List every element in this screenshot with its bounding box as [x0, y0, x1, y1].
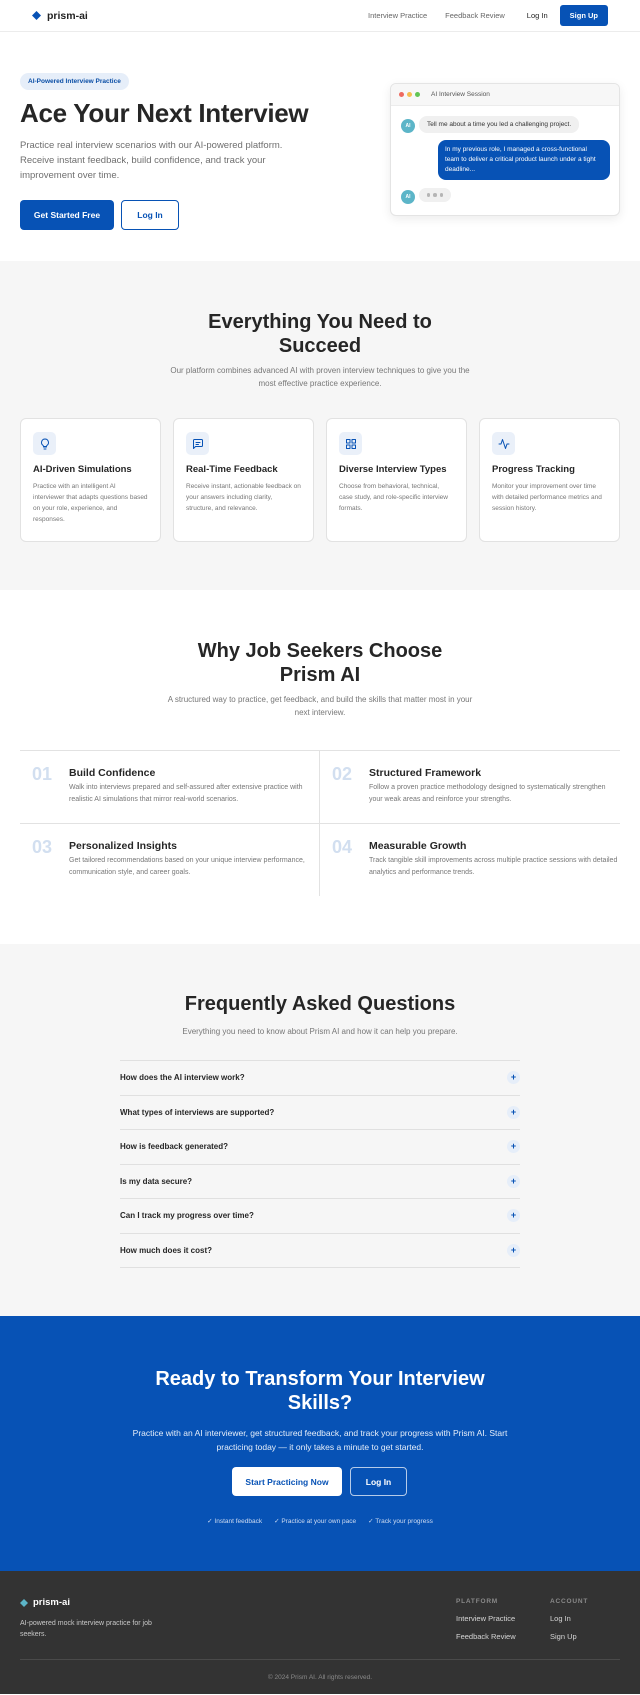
plus-icon[interactable]: + [507, 1140, 520, 1153]
perk-item: ✓ Instant feedback [207, 1518, 263, 1525]
footer-heading: ACCOUNT [550, 1598, 589, 1605]
footer-account-column [550, 1598, 588, 1641]
grid-icon [339, 432, 362, 455]
feature-text: Monitor your improvement over time with detailed performance metrics and session history. [492, 483, 602, 512]
ai-avatar: AI [401, 119, 415, 133]
nav-link-feedback-review[interactable]: Feedback Review [445, 11, 505, 20]
faq-section [0, 944, 640, 1316]
perk-item: ✓ Track your progress [368, 1518, 433, 1525]
ai-message-bubble: Tell me about a time you led a challenging project. [419, 116, 579, 133]
feature-title: Diverse Interview Types [339, 464, 447, 475]
footer-brand-name: prism-ai [33, 1597, 70, 1608]
faq-question: How does the AI interview work? [120, 1073, 245, 1083]
signup-button[interactable]: Sign Up [560, 5, 608, 26]
footer-link-interview-practice[interactable]: Interview Practice [456, 1614, 516, 1623]
user-message-bubble: In my previous role, I managed a cross-functional team to deliver a critical product launch under a tight deadline... [438, 140, 610, 180]
footer-link-signup[interactable]: Sign Up [550, 1632, 577, 1641]
minimize-dot-icon [407, 92, 412, 97]
hero-login-button[interactable]: Log In [121, 200, 179, 230]
faq-item[interactable] [120, 1061, 520, 1096]
chat-window-header [391, 84, 619, 106]
start-practicing-button[interactable]: Start Practicing Now [232, 1467, 342, 1496]
why-subtitle: A structured way to practice, get feedback, and build the skills that matter most in your next interview. [167, 695, 473, 717]
nav-link-interview-practice[interactable]: Interview Practice [367, 11, 428, 20]
ai-avatar: AI [401, 190, 415, 204]
diamond-logo-icon [32, 11, 41, 20]
footer-brand-logo[interactable] [20, 1597, 70, 1608]
feature-card [326, 418, 467, 542]
chat-title: AI Interview Session [431, 91, 490, 98]
faq-title: Frequently Asked Questions [184, 993, 456, 1015]
top-nav [0, 0, 640, 32]
plus-icon[interactable]: + [507, 1175, 520, 1188]
footer-tagline: AI-powered mock interview practice for job seekers. [20, 1620, 152, 1638]
faq-item[interactable] [120, 1199, 520, 1234]
plus-icon[interactable]: + [507, 1106, 520, 1119]
hero-title: Ace Your Next Interview [20, 98, 309, 128]
activity-icon [492, 432, 515, 455]
faq-question: How much does it cost? [120, 1245, 213, 1255]
cta-login-button[interactable]: Log In [350, 1467, 407, 1496]
feature-card [173, 418, 314, 542]
footer-link-feedback-review[interactable]: Feedback Review [456, 1632, 516, 1641]
benefit-number: 03 [32, 837, 53, 857]
benefit-title: Personalized Insights [69, 840, 177, 852]
plus-icon[interactable]: + [507, 1244, 520, 1257]
faq-list [120, 1060, 520, 1268]
feature-text: Choose from behavioral, technical, case study, and role-specific interview formats. [339, 483, 448, 512]
footer [0, 1571, 640, 1694]
faq-item[interactable] [120, 1165, 520, 1200]
feature-card [479, 418, 620, 542]
lightbulb-icon [33, 432, 56, 455]
faq-subtitle: Everything you need to know about Prism AI and how it can help you prepare. [182, 1027, 458, 1036]
faq-item[interactable] [120, 1130, 520, 1165]
cta-title: Ready to Transform Your Interview Skills? [155, 1368, 485, 1414]
features-subtitle: Our platform combines advanced AI with proven interview techniques to give you the most effective practice experience. [170, 366, 470, 388]
copyright: © 2024 Prism AI. All rights reserved. [267, 1674, 373, 1681]
plus-icon[interactable]: + [507, 1071, 520, 1084]
feature-title: Real-Time Feedback [186, 464, 278, 475]
nav-login-link[interactable]: Log In [526, 11, 548, 20]
features-title: Everything You Need to Succeed [208, 311, 432, 357]
diamond-logo-icon [20, 1599, 28, 1607]
message-icon [186, 432, 209, 455]
faq-item[interactable] [120, 1234, 520, 1269]
footer-heading: PLATFORM [456, 1598, 499, 1605]
footer-platform-column [456, 1598, 516, 1641]
benefit-title: Structured Framework [369, 767, 482, 779]
faq-item[interactable] [120, 1096, 520, 1131]
close-dot-icon [399, 92, 404, 97]
faq-question: Can I track my progress over time? [120, 1211, 254, 1221]
benefit-title: Build Confidence [69, 767, 156, 779]
perks-list [0, 1517, 640, 1525]
typing-indicator [419, 188, 451, 202]
feature-text: Receive instant, actionable feedback on your answers including clarity, structure, and relevance. [186, 483, 301, 512]
brand-name: prism-ai [47, 9, 88, 22]
cta-section [0, 1316, 640, 1571]
footer-link-login[interactable]: Log In [550, 1614, 571, 1623]
feature-card [20, 418, 161, 542]
faq-question: What types of interviews are supported? [120, 1107, 275, 1117]
footer-divider [20, 1659, 620, 1660]
grid-divider [319, 750, 320, 896]
benefit-title: Measurable Growth [369, 840, 467, 852]
get-started-button[interactable]: Get Started Free [20, 200, 114, 230]
brand-logo[interactable] [32, 10, 88, 22]
feature-title: Progress Tracking [492, 464, 575, 475]
benefit-number: 01 [32, 764, 53, 784]
chat-preview-window [390, 83, 620, 216]
faq-question: How is feedback generated? [120, 1142, 229, 1152]
feature-title: AI-Driven Simulations [33, 464, 132, 475]
perk-item: ✓ Practice at your own pace [274, 1518, 357, 1525]
feature-text: Practice with an intelligent AI interviewer that adapts questions based on your role, experience, and responses. [33, 483, 148, 523]
benefit-text: Track tangible skill improvements across multiple practice sessions with detailed analytics and performance trends. [369, 857, 618, 876]
why-title: Why Job Seekers Choose Prism AI [197, 640, 443, 686]
hero-subtitle: Practice real interview scenarios with our AI-powered platform. Receive instant feedback, build confidence, and track your improvement over time. [20, 140, 283, 181]
benefit-text: Walk into interviews prepared and self-assured after extensive practice with realistic AI simulations that mirror real-world scenarios. [69, 784, 303, 803]
why-section [0, 590, 640, 944]
features-section [0, 261, 640, 590]
plus-icon[interactable]: + [507, 1209, 520, 1222]
hero-section [0, 32, 640, 261]
faq-question: Is my data secure? [120, 1176, 193, 1186]
cta-subtitle: Practice with an AI interviewer, get structured feedback, and track your progress with Prism AI. Start practicing today — it only takes a minute to get started. [132, 1428, 508, 1452]
benefit-number: 04 [332, 837, 353, 857]
hero-badge: AI-Powered Interview Practice [20, 73, 129, 90]
maximize-dot-icon [415, 92, 420, 97]
benefit-text: Get tailored recommendations based on your unique interview performance, communication style, and career goals. [69, 857, 305, 876]
benefit-number: 02 [332, 764, 353, 784]
benefit-text: Follow a proven practice methodology designed to systematically strengthen your weak areas and reinforce your strengths. [369, 784, 606, 803]
